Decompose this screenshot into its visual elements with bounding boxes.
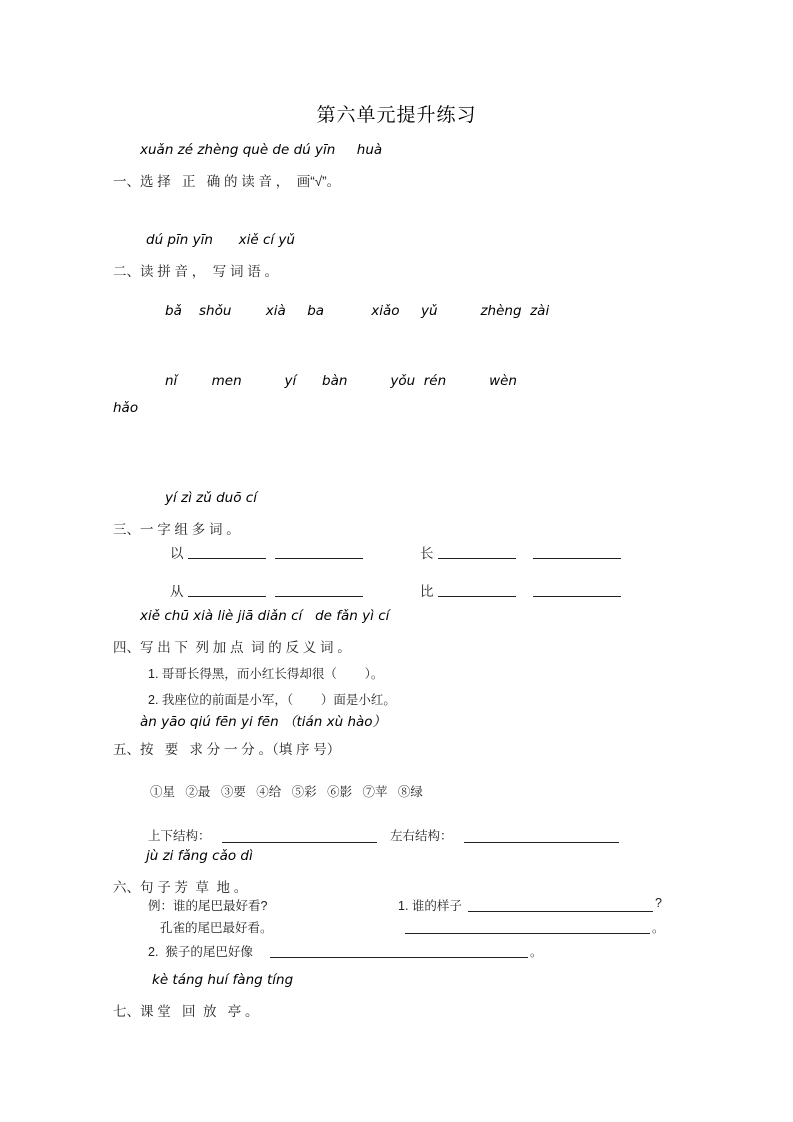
section-5-choices: ①星 ②最 ③要 ④给 ⑤彩 ⑥影 ⑦苹 ⑧绿 (150, 785, 423, 799)
section-2-word-row-1: bǎ shǒu xià ba xiǎo yǔ zhèng zài (165, 303, 550, 319)
answer-blank-5[interactable] (188, 596, 266, 597)
section-3-item-2-left-label: 从 (170, 584, 184, 599)
answer-blank-8[interactable] (533, 596, 621, 597)
section-3-pinyin: yí zì zǔ duō cí (165, 490, 257, 506)
answer-blank-9[interactable] (222, 842, 377, 843)
section-5-label-2: 左右结构： (390, 829, 453, 843)
section-6-q2-suffix: 。 (530, 945, 543, 959)
section-4-question-2: 2. 我座位的前面是小军，（ ）面是小红。 (148, 693, 396, 707)
section-7-text: 七、课 堂 回 放 亭 。 (113, 1004, 259, 1019)
section-4-text: 四、写 出 下 列 加 点 词 的 反 义 词 。 (113, 640, 351, 655)
section-6-example-answer: 孔雀的尾巴最好看。 (160, 921, 273, 935)
section-6-pinyin: jù zi fǎng cǎo dì (146, 848, 253, 864)
answer-blank-3[interactable] (438, 558, 516, 559)
section-6-q2-prefix: 2. 猴子的尾巴好像 (148, 945, 253, 959)
answer-blank-11[interactable] (468, 911, 653, 912)
page-title: 第六单元提升练习 (316, 105, 477, 126)
section-6-q1-end: 。 (652, 921, 665, 935)
section-2-text: 二、读 拼 音 ， 写 词 语 。 (113, 264, 279, 279)
section-6-text: 六、句 子 芳 草 地 。 (113, 880, 248, 895)
section-2-word-row-2: nǐ men yí bàn yǒu rén wèn (165, 373, 517, 389)
section-4-question-1: 1. 哥哥长得黑，而小红长得却很（ ）。 (148, 667, 384, 681)
section-3-text: 三、一 字 组 多 词 。 (113, 522, 240, 537)
section-2-pinyin: dú pīn yīn xiě cí yǔ (146, 232, 295, 248)
section-5-text: 五、按 要 求 分 一 分 。（填 序 号） (113, 742, 341, 757)
answer-blank-2[interactable] (275, 558, 363, 559)
answer-blank-1[interactable] (188, 558, 266, 559)
answer-blank-12[interactable] (405, 933, 650, 934)
section-7-pinyin: kè táng huí fàng tíng (152, 972, 294, 988)
section-3-item-2-right-label: 比 (420, 584, 434, 599)
section-1-pinyin: xuǎn zé zhèng què de dú yīn huà (140, 142, 383, 158)
section-5-label-1: 上下结构： (148, 829, 211, 843)
answer-blank-10[interactable] (464, 842, 619, 843)
section-6-q1-suffix: ? (655, 896, 662, 910)
section-5-pinyin: àn yāo qiú fēn yi fēn （tián xù hào） (140, 714, 387, 730)
section-6-example-label: 例：谁的尾巴最好看? (148, 899, 268, 913)
section-3-item-1-right-label: 长 (420, 546, 434, 561)
answer-blank-4[interactable] (533, 558, 621, 559)
answer-blank-13[interactable] (270, 957, 528, 958)
section-2-word-row-3: hǎo (113, 400, 139, 416)
answer-blank-7[interactable] (438, 596, 516, 597)
section-6-q1-prefix: 1. 谁的样子 (398, 899, 462, 913)
section-3-item-1-left-label: 以 (170, 546, 184, 561)
section-4-pinyin: xiě chū xià liè jiā diǎn cí de fǎn yì cí (140, 608, 390, 624)
answer-blank-6[interactable] (275, 596, 363, 597)
section-1-text: 一、选 择 正 确 的 读 音 ， 画“√”。 (113, 174, 341, 189)
